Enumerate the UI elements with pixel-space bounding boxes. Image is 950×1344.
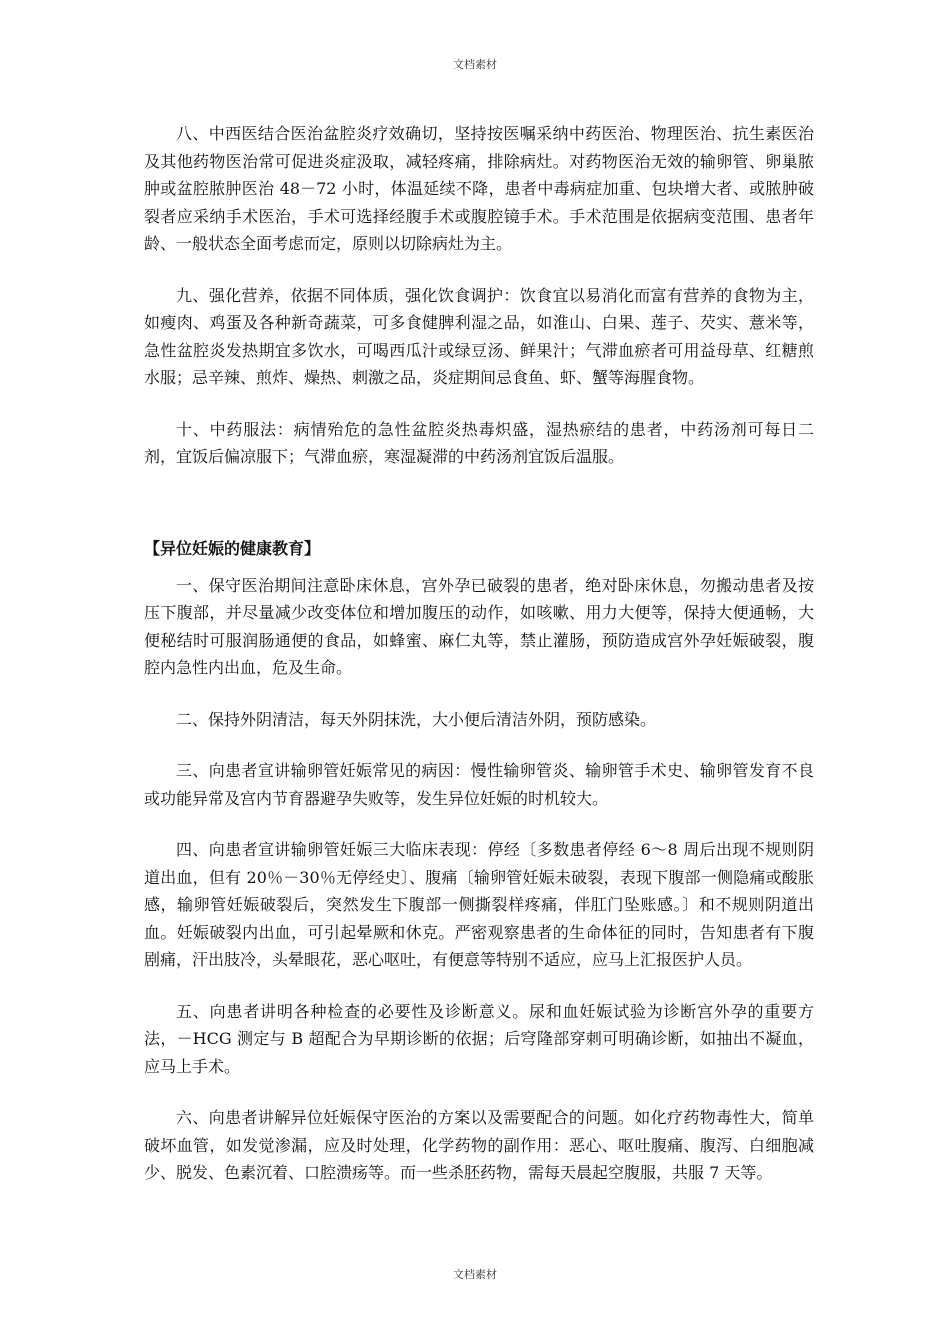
section-paragraph-2: 二、保持外阴清洁，每天外阴抹洗，大小便后清洁外阴，预防感染。	[176, 709, 657, 729]
paragraph-9: 九、强化营养，依据不同体质，强化饮食调护：饮食宜以易消化而富有营养的食物为主，如瘦肉、鸡蛋及各种新奇蔬菜，可多食健脾利湿之品，如淮山、白果、莲子、芡实、薏米等，急性盆腔炎发热期宜多饮水，可喝西瓜汁或绿豆汤、鲜果汁；气滞血瘀者可用益母草、红糖煎水服；忌辛辣、煎炸、燥热、刺激之品，炎症期间忌食鱼、虾、蟹等海腥食物。	[144, 285, 814, 387]
section-paragraph-3: 三、向患者宣讲输卵管妊娠常见的病因：慢性输卵管炎、输卵管手术史、输卵管发育不良或功能异常及宫内节育器避孕失败等，发生异位妊娠的时机较大。	[144, 761, 814, 808]
section-paragraph-6: 六、向患者讲解异位妊娠保守医治的方案以及需要配合的问题。如化疗药物毒性大，简单破坏血管，如发觉渗漏，应及时处理，化学药物的副作用：恶心、呕吐腹痛、腹泻、白细胞减少、脱发、色素沉着、口腔溃疡等。而一些杀胚药物，需每天晨起空腹服，共服 7 天等。	[144, 1108, 814, 1182]
section-title: 【异位妊娠的健康教育】	[144, 538, 321, 558]
document-body	[144, 120, 814, 1211]
paragraph-8: 八、中西医结合医治盆腔炎疗效确切，坚持按医嘱采纳中药医治、物理医治、抗生素医治及其他药物医治常可促进炎症汲取，减轻疼痛，排除病灶。对药物医治无效的输卵管、卵巢脓肿或盆腔脓肿医治 48－72 小时，体温延续不降，患者中毒病症加重、包块增大者、或脓肿破裂者应采纳手术医治，手术可选择经腹手术或腹腔镜手术。手术范围是依据病变范围、患者年龄、一般状态全面考虑而定，原则以切除病灶为主。	[144, 124, 814, 253]
page-header: 文档素材	[453, 58, 497, 71]
page-footer: 文档素材	[453, 1268, 497, 1281]
section-paragraph-4: 四、向患者宣讲输卵管妊娠三大临床表现：停经〔多数患者停经 6～8 周后出现不规则阴道出血，但有 20％－30％无停经史〕、腹痛〔输卵管妊娠未破裂，表现下腹部一侧隐痛或酸胀感，输卵管妊娠破裂后，突然发生下腹部一侧撕裂样疼痛，伴肛门坠账感。〕和不规则阴道出血。妊娠破裂内出血，可引起晕厥和休克。严密观察患者的生命体征的同时，告知患者有下腹剧痛，汗出肢冷，头晕眼花，恶心呕吐，有便意等特别不适应，应马上汇报医护人员。	[144, 840, 814, 969]
section-paragraph-1: 一、保守医治期间注意卧床休息，宫外孕已破裂的患者，绝对卧床休息，勿搬动患者及按压下腹部，并尽量减少改变体位和增加腹压的动作，如咳嗽、用力大便等，保持大便通畅，大便秘结时可服润肠通便的食品，如蜂蜜、麻仁丸等，禁止灌肠，预防造成宫外孕妊娠破裂，腹腔内急性内出血，危及生命。	[144, 575, 814, 677]
paragraph-10: 十、中药服法：病情殆危的急性盆腔炎热毒炽盛，湿热瘀结的患者，中药汤剂可每日二剂，宜饭后偏凉服下；气滞血瘀，寒湿凝滞的中药汤剂宜饭后温服。	[144, 419, 814, 466]
section-spacer	[144, 495, 814, 535]
section-paragraph-5: 五、向患者讲明各种检查的必要性及诊断意义。尿和血妊娠试验为诊断宫外孕的重要方法，－HCG 测定与 B 超配合为早期诊断的依据；后穹隆部穿刺可明确诊断，如抽出不凝血，应马上手术。	[144, 1001, 814, 1076]
